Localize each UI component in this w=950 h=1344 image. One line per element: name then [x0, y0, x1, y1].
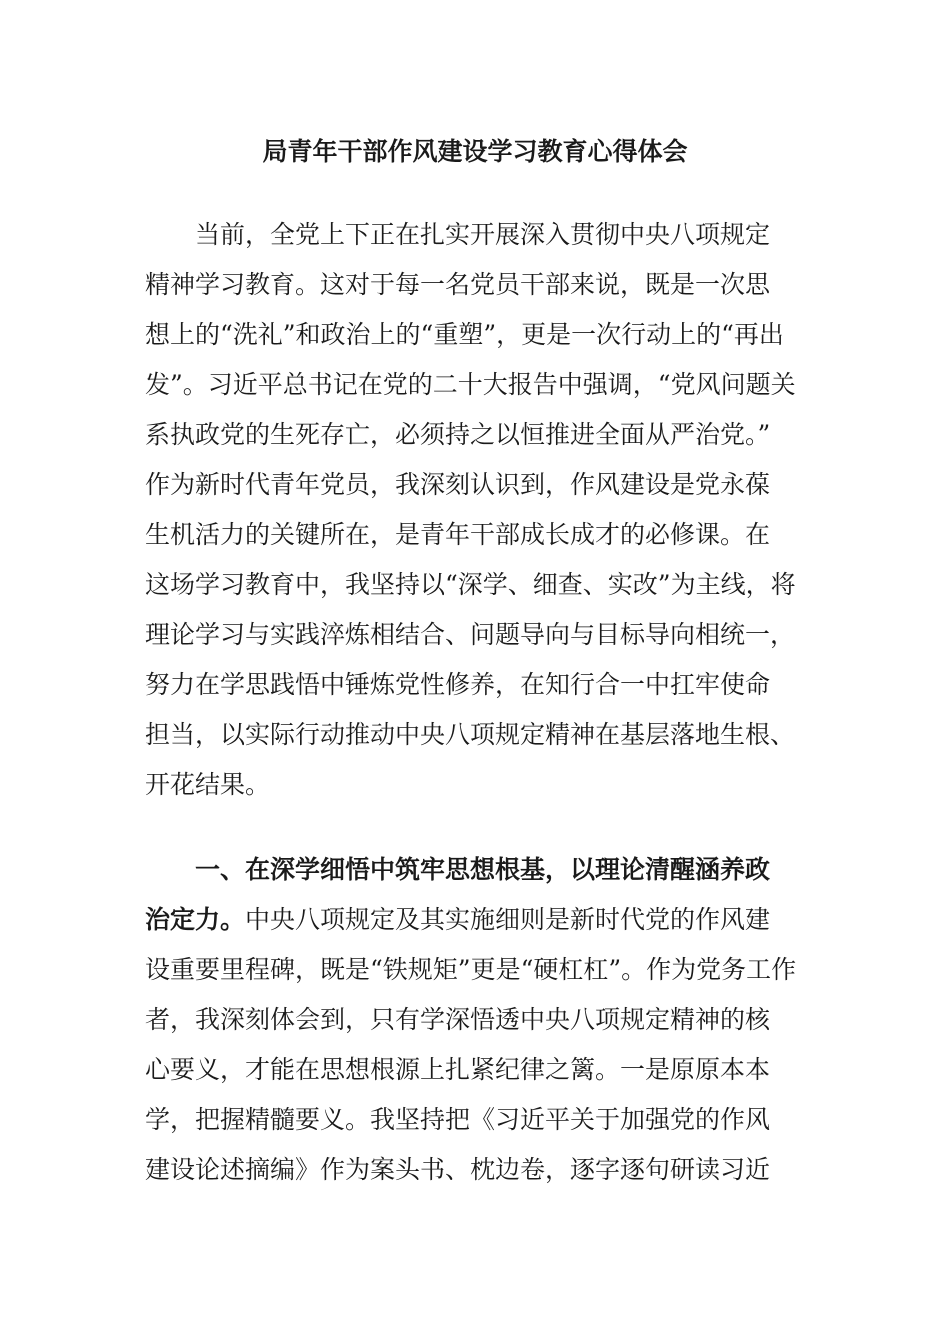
paragraph-line: 想上的“洗礼”和政治上的“重塑”，更是一次行动上的“再出 [145, 320, 784, 349]
document-title: 局青年干部作风建设学习教育心得体会 [262, 137, 688, 166]
paragraph-line: 者，我深刻体会到，只有学深悟透中央八项规定精神的核 [145, 1005, 771, 1034]
paragraph-line: 努力在学思践悟中锤炼党性修养，在知行合一中扛牢使命 [145, 670, 771, 699]
section-heading-end: 治定力。 [145, 905, 246, 934]
section-heading: 一、在深学细悟中筑牢思想根基，以理论清醒涵养政 [195, 855, 771, 884]
paragraph-line: 理论学习与实践淬炼相结合、问题导向与目标导向相统一， [145, 620, 796, 649]
paragraph-line: 精神学习教育。这对于每一名党员干部来说，既是一次思 [145, 270, 771, 299]
paragraph-line: 开花结果。 [145, 770, 271, 799]
paragraph-intro [145, 210, 805, 810]
section-one [145, 845, 805, 1195]
paragraph-line: 设重要里程碑，既是“铁规矩”更是“硬杠杠”。作为党务工作 [145, 955, 797, 984]
paragraph-line: 发”。习近平总书记在党的二十大报告中强调，“党风问题关 [145, 370, 796, 399]
paragraph-line: 学，把握精髓要义。我坚持把《习近平关于加强党的作风 [145, 1105, 771, 1134]
paragraph-line: 这场学习教育中，我坚持以“深学、细查、实改”为主线，将 [145, 570, 796, 599]
paragraph-line: 建设论述摘编》作为案头书、枕边卷，逐字逐句研读习近 [145, 1155, 771, 1184]
paragraph-line: 作为新时代青年党员，我深刻认识到，作风建设是党永葆 [145, 470, 771, 499]
paragraph-line: 生机活力的关键所在，是青年干部成长成才的必修课。在 [145, 520, 771, 549]
paragraph-line: 系执政党的生死存亡，必须持之以恒推进全面从严治党。” [145, 420, 771, 449]
paragraph-line: 当前，全党上下正在扎实开展深入贯彻中央八项规定 [195, 220, 771, 249]
paragraph-line: 心要义，才能在思想根源上扎紧纪律之篱。一是原原本本 [145, 1055, 771, 1084]
paragraph-line: 担当，以实际行动推动中央八项规定精神在基层落地生根、 [145, 720, 796, 749]
section-text-start: 中央八项规定及其实施细则是新时代党的作风建 [245, 905, 771, 934]
section-heading-continued [145, 895, 805, 945]
